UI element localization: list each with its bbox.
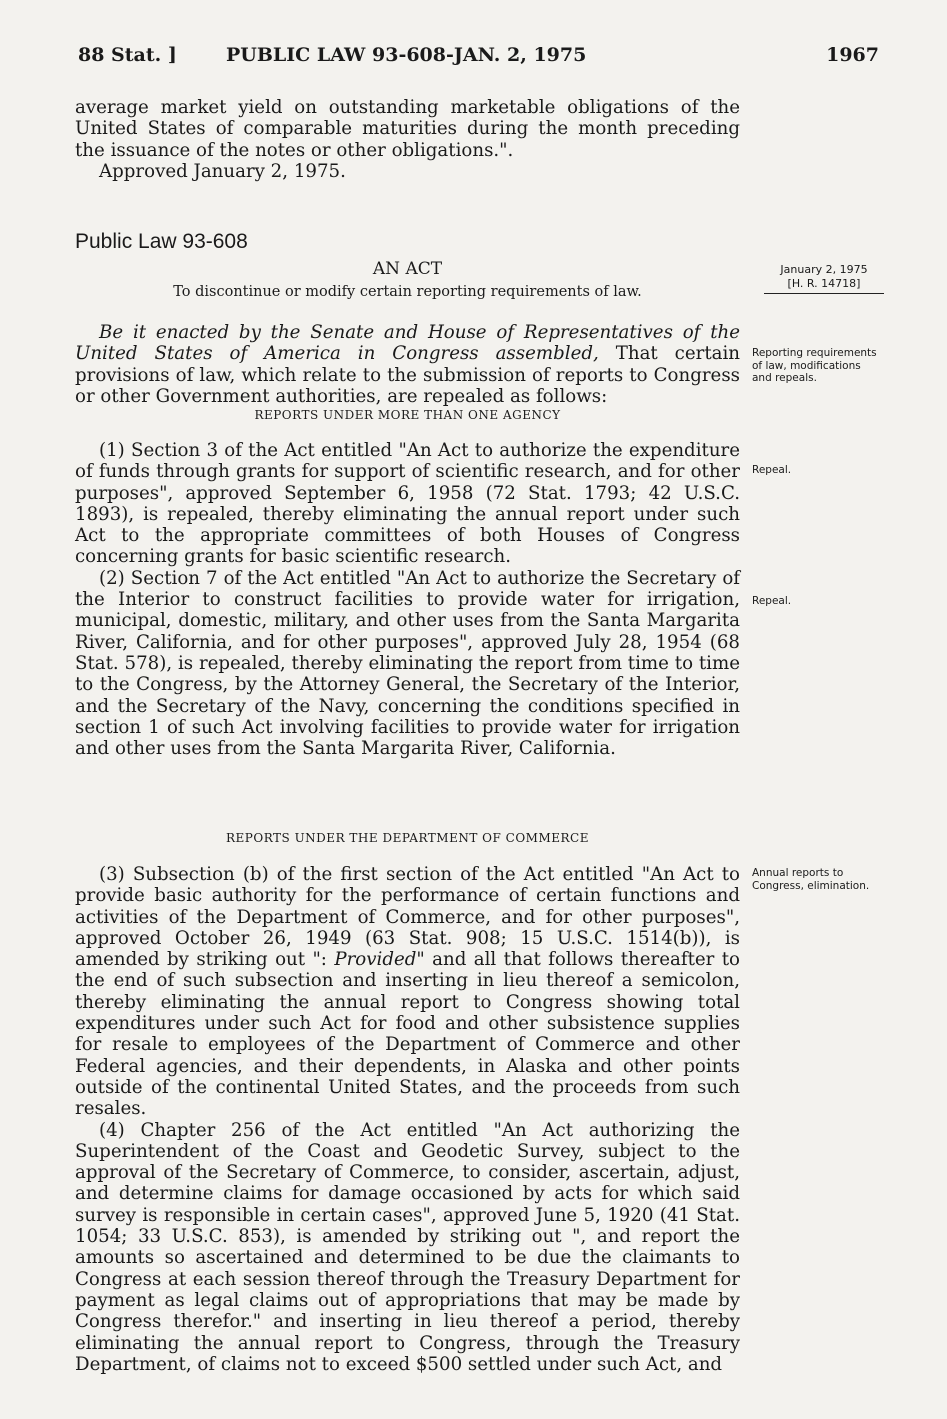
intro-block xyxy=(75,97,740,182)
continuation-text: average market yield on outstanding marketable obligations of the United States of comparable maturities during the month preceding the issuance of the notes or other obligations.". xyxy=(75,97,740,161)
margin-note-repeal-2: Repeal. xyxy=(752,595,792,607)
act-title: AN ACT xyxy=(372,259,443,279)
margin-note-reporting: Reporting requirements of law, modifications and repeals. xyxy=(752,347,877,384)
paragraph-4: (4) Chapter 256 of the Act entitled "An Act authorizing the Superintendent of the Coast and Geodetic Survey, subject to the approval of the Secretary of Commerce, to consider, ascertain, adjust, and determine claims for damage occasioned by acts for which said survey is responsible in certain cases", approved June 5, 1920 (41 Stat. 1054; 33 U.S.C. 853), is amended by striking out ", and report the amounts so ascertained and determined to be due the claimants to Congress at each session thereof through the Treasury Department for payment as legal claims out of appropriations that may be made by Congress therefor." and inserting in lieu thereof a period, thereby eliminating the annual report to Congress, through the Treasury Department, of claims not to exceed $500 settled under such Act, and xyxy=(75,1119,740,1375)
margin-note-annual: Annual reports to Congress, elimination. xyxy=(752,867,870,892)
act-description: To discontinue or modify certain reporting requirements of law. xyxy=(173,284,642,300)
section-one-body xyxy=(75,440,740,759)
paragraph-3: (3) Subsection (b) of the first section of the Act entitled "An Act to provide basic authority for the performance of certain functions and activities of the Department of Commerce, and for other purposes", approved October 26, 1949 (63 Stat. 908; 15 U.S.C. 1514(b)), is amended by striking out ": Provided" and all that follows thereafter to the end of such subsection and inserting in lieu thereof a semicolon, thereby eliminating the annual report to Congress showing total expenditures under such Act for food and other subsistence supplies for resale to employees of the Department of Commerce and other Federal agencies, and their dependents, in Alaska and other points outside of the continental United States, and the proceeds from such resales. xyxy=(75,864,740,1120)
paragraph-1: (1) Section 3 of the Act entitled "An Act to authorize the expenditure of funds through grants for support of scientific research, and for other purposes", approved September 6, 1958 (72 Stat. 1793; 42 U.S.C. 1893), is repealed, thereby eliminating the annual report under such Act to the appropriate committees of both Houses of Congress concerning grants for basic scientific research. xyxy=(75,440,740,568)
stat-reference: 88 Stat. ] xyxy=(78,44,177,66)
enacting-clause xyxy=(75,322,740,407)
section-two-body xyxy=(75,864,740,1375)
enactment-date: January 2, 1975 xyxy=(780,263,868,276)
date-note xyxy=(764,263,884,291)
approved-line: Approved January 2, 1975. xyxy=(99,160,346,182)
enacting-text: That certain provisions of law, which relate to the submission of reports to Congress or other Government authorities, are repealed as follows: xyxy=(75,343,741,407)
enacting-formula: Be it enacted by the Senate and House of Representatives of the United States of America in Congress assembled, xyxy=(75,322,740,365)
margin-note-repeal-1: Repeal. xyxy=(752,464,792,476)
section-heading-commerce: REPORTS UNDER THE DEPARTMENT OF COMMERCE xyxy=(226,831,589,845)
paragraph-2: (2) Section 7 of the Act entitled "An Act to authorize the Secretary of the Interior to construct facilities to provide water for irrigation, municipal, domestic, military, and other uses from the Santa Margarita River, California, and for other purposes", approved July 28, 1954 (68 Stat. 578), is repealed, thereby eliminating the report from time to time to the Congress, by the Attorney General, the Secretary of the Interior, and the Secretary of the Navy, concerning the conditions specified in section 1 of such Act involving facilities to provide water for irrigation and other uses from the Santa Margarita River, California. xyxy=(75,567,740,760)
date-note-rule xyxy=(764,293,884,294)
public-law-number: Public Law 93-608 xyxy=(75,230,248,253)
page-number: 1967 xyxy=(826,44,879,66)
running-title: PUBLIC LAW 93-608-JAN. 2, 1975 xyxy=(226,44,587,66)
provided-term: Provided xyxy=(334,949,417,971)
bill-number: [H. R. 14718] xyxy=(787,277,861,290)
section-heading-agency: REPORTS UNDER MORE THAN ONE AGENCY xyxy=(254,408,561,422)
page-header xyxy=(78,44,879,74)
